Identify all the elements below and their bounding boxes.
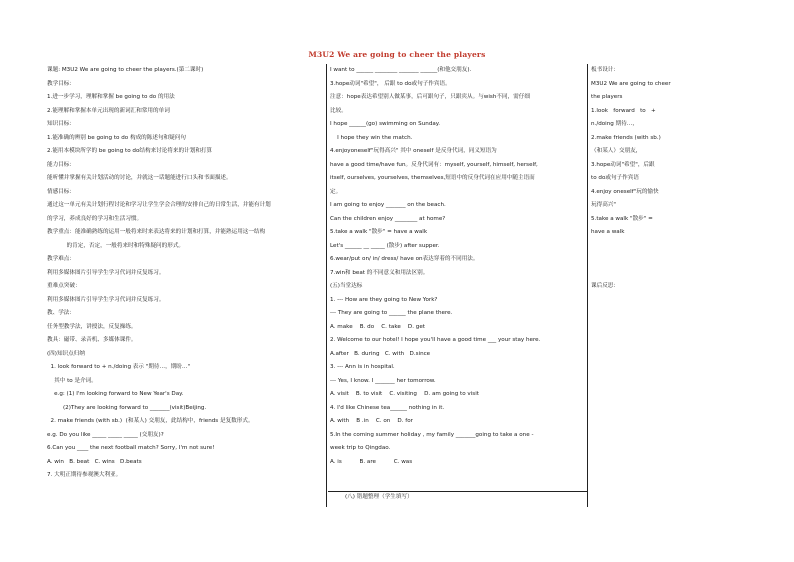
middle-column-line: 7.win和 beat 的不同意义和用法区别。 — [330, 269, 429, 276]
right-column-line: to do或句子作宾语 — [591, 175, 639, 181]
middle-column — [330, 64, 588, 469]
middle-column-line: 定。 — [330, 188, 342, 195]
middle-column-line: A. make B. do C. take D. get — [330, 323, 425, 330]
right-column-line — [591, 253, 687, 267]
document-title: M3U2 We are going to cheer the players — [308, 50, 486, 59]
middle-column-line: I hope ______(go) swimming on Sunday. — [330, 121, 441, 127]
middle-footer: (八) 错题整理（学生填写） — [345, 494, 413, 500]
middle-column-line: (五)当堂达标 — [330, 283, 363, 289]
left-column-line: 重难点突破： — [47, 283, 81, 289]
left-column-line: 课题: M3U2 We are going to cheer the players.(第二课时) — [47, 67, 204, 73]
left-column-line: 其中 to 是介词。 — [47, 377, 97, 384]
left-column-line: 教、学法： — [47, 310, 75, 316]
left-column-line: (2)They are looking forward to _______(visit)Beijing. — [47, 404, 207, 411]
middle-column-line: I am going to enjoy _______ on the beach. — [330, 202, 446, 208]
column-divider-right — [587, 64, 588, 507]
right-column-line: the players — [591, 94, 623, 100]
left-column-line: 利用多媒体图片引导学生学习代词并反复练习。 — [47, 269, 165, 276]
left-column-line: 1. look forward to + n./doing 表示 "期待…，期盼…" — [47, 364, 191, 370]
middle-column-line: --- Yes, I know. I _______ her tomorrow. — [330, 377, 436, 384]
right-column-line: M3U2 We are going to cheer — [591, 80, 671, 87]
left-column — [47, 64, 322, 483]
middle-column-line: itself, ourselves, yourselves, themselves,短语中的反身代词在应用中随主语而 — [330, 175, 535, 181]
middle-column-line: 注意：hope表达希望别人做某事，后可跟句子，只跟宾从。与wish不同，需仔细 — [330, 94, 530, 100]
middle-column-line: A. is B. are C. was — [330, 458, 413, 465]
left-column-line: 任务型教学法，讲授法，反复操练。 — [47, 323, 137, 330]
left-column-line: 能听懂并掌握有关计划活动的讨论，并就这一话题能进行口头和书面描述。 — [47, 175, 232, 181]
middle-column-line: A. visit B. to visit C. visiting D. am going to visit — [330, 391, 479, 397]
left-column-line: 的肯定，否定，一般将来时和特殊疑问的形式。 — [47, 242, 185, 249]
middle-column-line: Can the children enjoy ________ at home? — [330, 215, 446, 222]
middle-column-line: 1. --- How are they going to New York? — [330, 296, 438, 303]
right-column-line: have a walk — [591, 229, 625, 235]
middle-column-line: 5.take a walk "散步" = have a walk — [330, 229, 428, 235]
middle-column-line: A. with B .in C. on D. for — [330, 418, 413, 424]
middle-column-line: 5.In the coming summer holiday , my family _______going to take a one - — [330, 431, 534, 438]
right-column-line: （和某人）交朋友， — [591, 148, 642, 154]
left-column-line: 通过这一单元有关计划行程讨论和学习让学生学会合理的安排自己的日常生活，并能有计划 — [47, 202, 271, 208]
middle-column-line: 3.hope动词"希望"， 后跟 to do或句子作宾语。 — [330, 80, 451, 87]
middle-column-line: 4. I'd like Chinese tea______ nothing in it. — [330, 404, 445, 411]
left-column-line: 7. 大明正期待参观澳大利亚。 — [47, 472, 122, 478]
middle-column-line: 4.enjoyoneself"玩得高兴" 其中 oneself 是反身代词，同义短语为 — [330, 148, 497, 154]
middle-column-line: Let's ______ __ _____ (散步) after supper. — [330, 242, 440, 249]
left-column-line: 2.能用本模块所学的 be going to do结构来讨论将来的计划和打算 — [47, 148, 213, 154]
left-column-line: e.g. Do you like _____ _____ _____ (交朋友)? — [47, 431, 164, 438]
right-column-line: 玩得高兴" — [591, 202, 616, 208]
right-column-line: 板书设计： — [591, 67, 619, 73]
footer-divider — [328, 491, 587, 492]
left-column-line: 2.能理解和掌握本单元出现的新词汇和常用的单词 — [47, 107, 170, 114]
left-column-line: 6.Can you ____ the next football match? Sorry, I'm not sure! — [47, 445, 215, 451]
right-column-line: 1.look forward to + — [591, 107, 656, 114]
left-column-line: 的学习，养成良好的学习和生活习惯。 — [47, 215, 143, 222]
left-column-line: 1.进一步学习，理解和掌握 be going to do 的用法 — [47, 94, 175, 100]
middle-column-line: have a good time/have fun。反身代词有：myself, yourself, himself, herself, — [330, 161, 538, 168]
column-divider-left — [326, 64, 327, 507]
left-column-line: 情感目标： — [47, 188, 75, 195]
middle-column-line: I want to ______ ________ _______ ______(和他交朋友). — [330, 67, 472, 73]
middle-column-line: 6.wear/put on/ in/ dress/ have on表达穿着的不同用法。 — [330, 256, 479, 262]
left-column-line: 2. make friends (with sb.) (和某人) 交朋友，此结构中，friends 是复数形式。 — [47, 418, 254, 424]
left-column-line: e.g: (1) I'm looking forward to New Year's Day. — [47, 391, 184, 397]
right-column-line: 2.make friends (with sb.) — [591, 134, 661, 141]
middle-column-line: 3. --- Ann is in hospital. — [330, 364, 395, 370]
left-column-line: 教学难点： — [47, 256, 75, 262]
left-column-line: 能力目标： — [47, 161, 75, 168]
right-column-line: 5.take a walk "散步" = — [591, 215, 653, 222]
middle-column-line: 2. Welcome to our hotel! I hope you'll have a good time ___ your stay here. — [330, 337, 541, 343]
left-column-line: 1.能准确的辨别 be going to do 构成的陈述句和疑问句 — [47, 134, 186, 141]
right-column-line: 3.hope动词"希望"，后跟 — [591, 161, 655, 168]
right-column-line — [591, 240, 687, 254]
middle-column-line: A.after B. during C. with D.since — [330, 350, 431, 357]
right-column-line: n./doing 期待…， — [591, 121, 638, 127]
middle-column-line: 比较。 — [330, 107, 347, 114]
left-column-line: A. win B. beat C. wins D.beats — [47, 458, 142, 465]
left-column-line: 教具：磁带、录音机、多媒体课件。 — [47, 337, 137, 343]
right-column-line: 课后反思： — [591, 283, 619, 289]
middle-column-line: I hope they win the match. — [330, 134, 413, 141]
right-column-line: 4.enjoy oneself"玩的愉快 — [591, 188, 659, 195]
right-column — [591, 64, 687, 294]
left-column-line: 教学重点：能准确熟练的运用一般将来时来表达将来的计划和打算，并能熟运用这一结构 — [47, 229, 266, 235]
middle-column-line: week trip to Qingdao. — [330, 445, 391, 451]
left-column-line: (四)知识点归纳 — [47, 350, 85, 357]
left-column-line: 知识目标： — [47, 121, 75, 127]
right-column-line — [591, 267, 687, 281]
middle-column-line: --- They are going to ______ the plane there. — [330, 310, 453, 316]
left-column-line: 教学目标： — [47, 80, 75, 87]
left-column-line: 利用多媒体图片引导学生学习代词并反复练习。 — [47, 296, 165, 303]
